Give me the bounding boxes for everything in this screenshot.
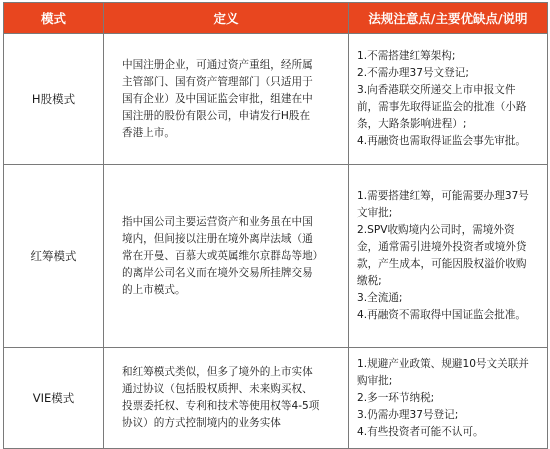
note-line: 条，大路条影响进程）; bbox=[357, 118, 467, 130]
mode-cell: H股模式 bbox=[4, 34, 104, 165]
header-notes: 法规注意点/主要优缺点/说明 bbox=[349, 3, 548, 34]
definition-cell bbox=[104, 34, 349, 165]
note-line: 1.需要搭建红筹，可能需要办理37号 bbox=[357, 190, 529, 202]
definition-line: 和红筹模式类似，但多了境外的上市实体 bbox=[122, 366, 313, 378]
definition-cell bbox=[104, 348, 349, 449]
notes-cell bbox=[349, 34, 548, 165]
note-line: 3.仍需办理37号登记; bbox=[357, 408, 459, 421]
header-definition: 定义 bbox=[104, 3, 349, 34]
definition-line: 常在开曼、百慕大或英属维尔京群岛等地） bbox=[122, 249, 324, 262]
note-line: 2.不需办理37号文登记; bbox=[357, 67, 469, 79]
mode-cell: VIE模式 bbox=[4, 348, 104, 449]
definition-line: 中国注册企业，可通过资产重组，经所属 bbox=[122, 58, 313, 71]
note-line: 4.有些投资者可能不认可。 bbox=[357, 425, 484, 438]
note-line: 1.不需搭建红筹架构; bbox=[357, 50, 456, 62]
definition-line: 指中国公司主要运营资产和业务虽在中国 bbox=[122, 215, 313, 228]
note-line: 文审批; bbox=[357, 207, 393, 219]
definition-line: 协议）的方式控制境内的业务实体 bbox=[122, 417, 281, 429]
definition-line: 境内，但间接以注册在境外离岸法域（通 bbox=[122, 232, 313, 245]
notes-cell bbox=[349, 348, 548, 449]
note-line: 3.全流通; bbox=[357, 292, 403, 304]
table-row-vie bbox=[4, 348, 548, 449]
definition-line: 主管部门、国有资产管理部门（只适用于 bbox=[122, 75, 313, 88]
note-line: 3.向香港联交所递交上市申报文件 bbox=[357, 84, 516, 96]
header-mode: 模式 bbox=[4, 3, 104, 34]
mode-cell: 红筹模式 bbox=[4, 165, 104, 348]
note-line: 金，通常需引进境外投资者或境外贷 bbox=[357, 241, 527, 253]
note-line: 2.多一环节纳税; bbox=[357, 391, 435, 404]
notes-cell bbox=[349, 165, 548, 348]
definition-line: 的离岸公司名义而在境外交易所挂牌交易 bbox=[122, 266, 313, 279]
note-line: 1.规避产业政策、规避10号文关联并 bbox=[357, 357, 529, 370]
definition-line: 国注册的股份有限公司，申请发行H股在 bbox=[122, 109, 311, 122]
note-line: 购审批; bbox=[357, 374, 393, 387]
note-line: 4.再融资也需取得证监会事先审批。 bbox=[357, 135, 527, 147]
listing-modes-table bbox=[3, 2, 548, 449]
definition-line: 投票委托权、专利和技术等使用权等4-5项 bbox=[122, 400, 320, 412]
table-row-red-chip bbox=[4, 165, 548, 348]
note-line: 款，产生成本，可能因股权溢价收购 bbox=[357, 258, 527, 270]
table-header-row bbox=[4, 3, 548, 34]
note-line: 缴税; bbox=[357, 275, 382, 287]
table-row-h-share bbox=[4, 34, 548, 165]
definition-line: 通过协议（包括股权质押、未来购买权、 bbox=[122, 383, 313, 395]
definition-line: 的上市模式。 bbox=[122, 283, 186, 296]
note-line: 前，需事先取得证监会的批准（小路 bbox=[357, 101, 527, 113]
note-line: 2.SPV收购境内公司时，需境外资 bbox=[357, 224, 515, 236]
definition-line: 香港上市。 bbox=[122, 126, 175, 139]
definition-cell bbox=[104, 165, 349, 348]
definition-line: 国有企业）及中国证监会审批，组建在中 bbox=[122, 92, 313, 105]
note-line: 4.再融资不需取得中国证监会批准。 bbox=[357, 309, 527, 321]
